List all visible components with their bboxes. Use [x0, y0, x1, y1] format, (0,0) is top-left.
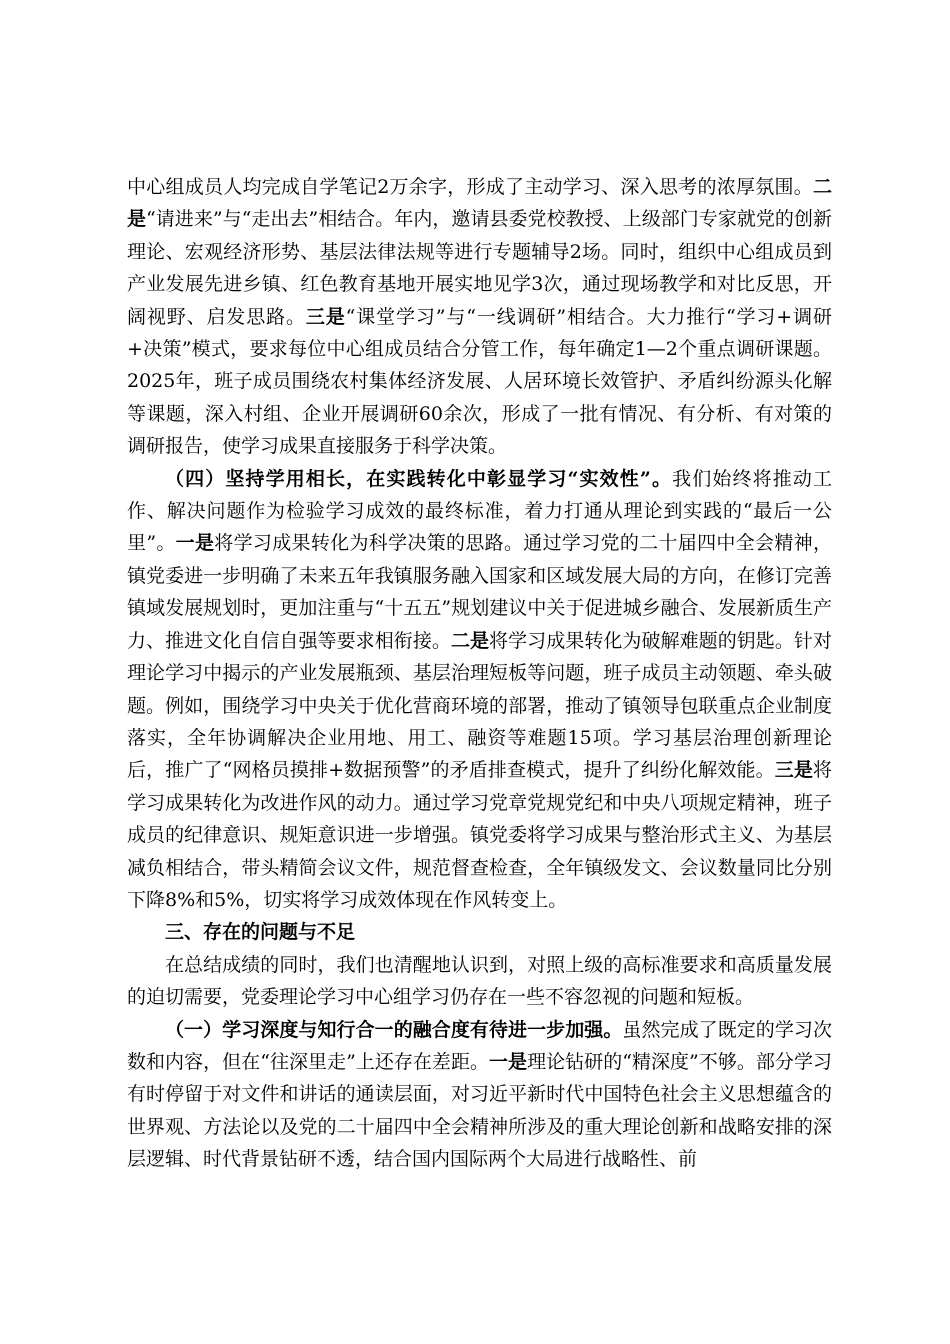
bold-run: 一是 [175, 532, 215, 555]
bold-run: 二是 [450, 629, 490, 652]
bold-run: 二是 [127, 176, 832, 231]
text-run: 虽然完成了既定的学习次数和内容，但在“往深里走”上还存在差距。 [127, 1018, 832, 1073]
chapter-heading-text: 三、存在的问题与不足 [165, 921, 356, 944]
text-run: 将学习成果转化为破解难题的钥匙。针对理论学习中揭示的产业发展瓶颈、基层治理短板等问题，班子成员主动领题、牵头破题。例如，围绕学习中央关于优化营商环境的部署，推动了镇领导包联重点企业制度落实，全年协调解决企业用地、用工、融资等难题15项。学习基层治理创新理论后，推广了“网格员摸排+数据预警”的矛盾排查模式，提升了纠纷化解效能。 [127, 629, 832, 782]
text-run: 将学习成果转化为科学决策的思路。通过学习党的二十届四中全会精神，镇党委进一步明确了未来五年我镇服务融入国家和区域发展大局的方向，在修订完善镇域发展规划时，更加注重与“十五五”规划建议中关于促进城乡融合、发展新质生产力、推进文化自信自强等要求相衔接。 [127, 532, 832, 652]
text-run: 我们始终将推动工作、解决问题作为检验学习成效的最终标准，着力打通从理论到实践的“最后一公里”。 [127, 467, 832, 555]
section-heading-one: （一）学习深度与知行合一的融合度有待进一步加强。 [165, 1018, 623, 1041]
text-run: 理论钻研的“精深度”不够。部分学习有时停留于对文件和讲话的通读层面，对习近平新时代中国特色社会主义思想蕴含的世界观、方法论以及党的二十届四中全会精神所涉及的重大理论创新和战略安排的深层逻辑、时代背景钻研不透，结合国内国际两个大局进行战略性、前 [127, 1050, 832, 1171]
bold-run: 三是 [305, 305, 346, 328]
text-run: 中心组成员人均完成自学笔记2万余字，形成了主动学习、深入思考的浓厚氛围。 [127, 176, 813, 198]
bold-run: 三是 [774, 759, 813, 782]
section-heading-four: （四）坚持学用相长，在实践转化中彰显学习“实效性”。 [165, 467, 673, 490]
text-run: “课堂学习”与“一线调研”相结合。大力推行“学习+调研+决策”模式，要求每位中心组成员结合分管工作，每年确定1—2个重点调研课题。2025年，班子成员围绕农村集体经济发展、人居环境长效管护、矛盾纠纷源头化解等课题，深入村组、企业开展调研60余次，形成了一批有情况、有分析、有对策的调研报告，使学习成果直接服务于科学决策。 [127, 305, 832, 458]
paragraph-study-methods [127, 171, 832, 463]
text-run: 在总结成绩的同时，我们也清醒地认识到，对照上级的高标准要求和高质量发展的迫切需要，党委理论学习中心组学习仍存在一些不容忽视的问题和短板。 [127, 953, 832, 1009]
paragraph-section-four [127, 463, 832, 917]
paragraph-problems-intro [127, 949, 832, 1014]
text-run: 将学习成果转化为改进作风的动力。通过学习党章党规党纪和中央八项规定精神，班子成员的纪律意识、规矩意识进一步增强。镇党委将学习成果与整治形式主义、为基层减负相结合，带头精简会议文件，规范督查检查，全年镇级发文、会议数量同比分别下降8%和5%，切实将学习成效体现在作风转变上。 [127, 759, 832, 911]
text-run: “请进来”与“走出去”相结合。年内，邀请县委党校教授、上级部门专家就党的创新理论、宏观经济形势、基层法律法规等进行专题辅导2场。同时，组织中心组成员到产业发展先进乡镇、红色教育基地开展实地见学3次，通过现场教学和对比反思，开阔视野、启发思路。 [127, 208, 832, 328]
bold-run: 一是 [489, 1050, 528, 1073]
document-page [127, 171, 832, 1176]
paragraph-problem-one [127, 1014, 832, 1176]
chapter-heading-problems [127, 916, 832, 948]
